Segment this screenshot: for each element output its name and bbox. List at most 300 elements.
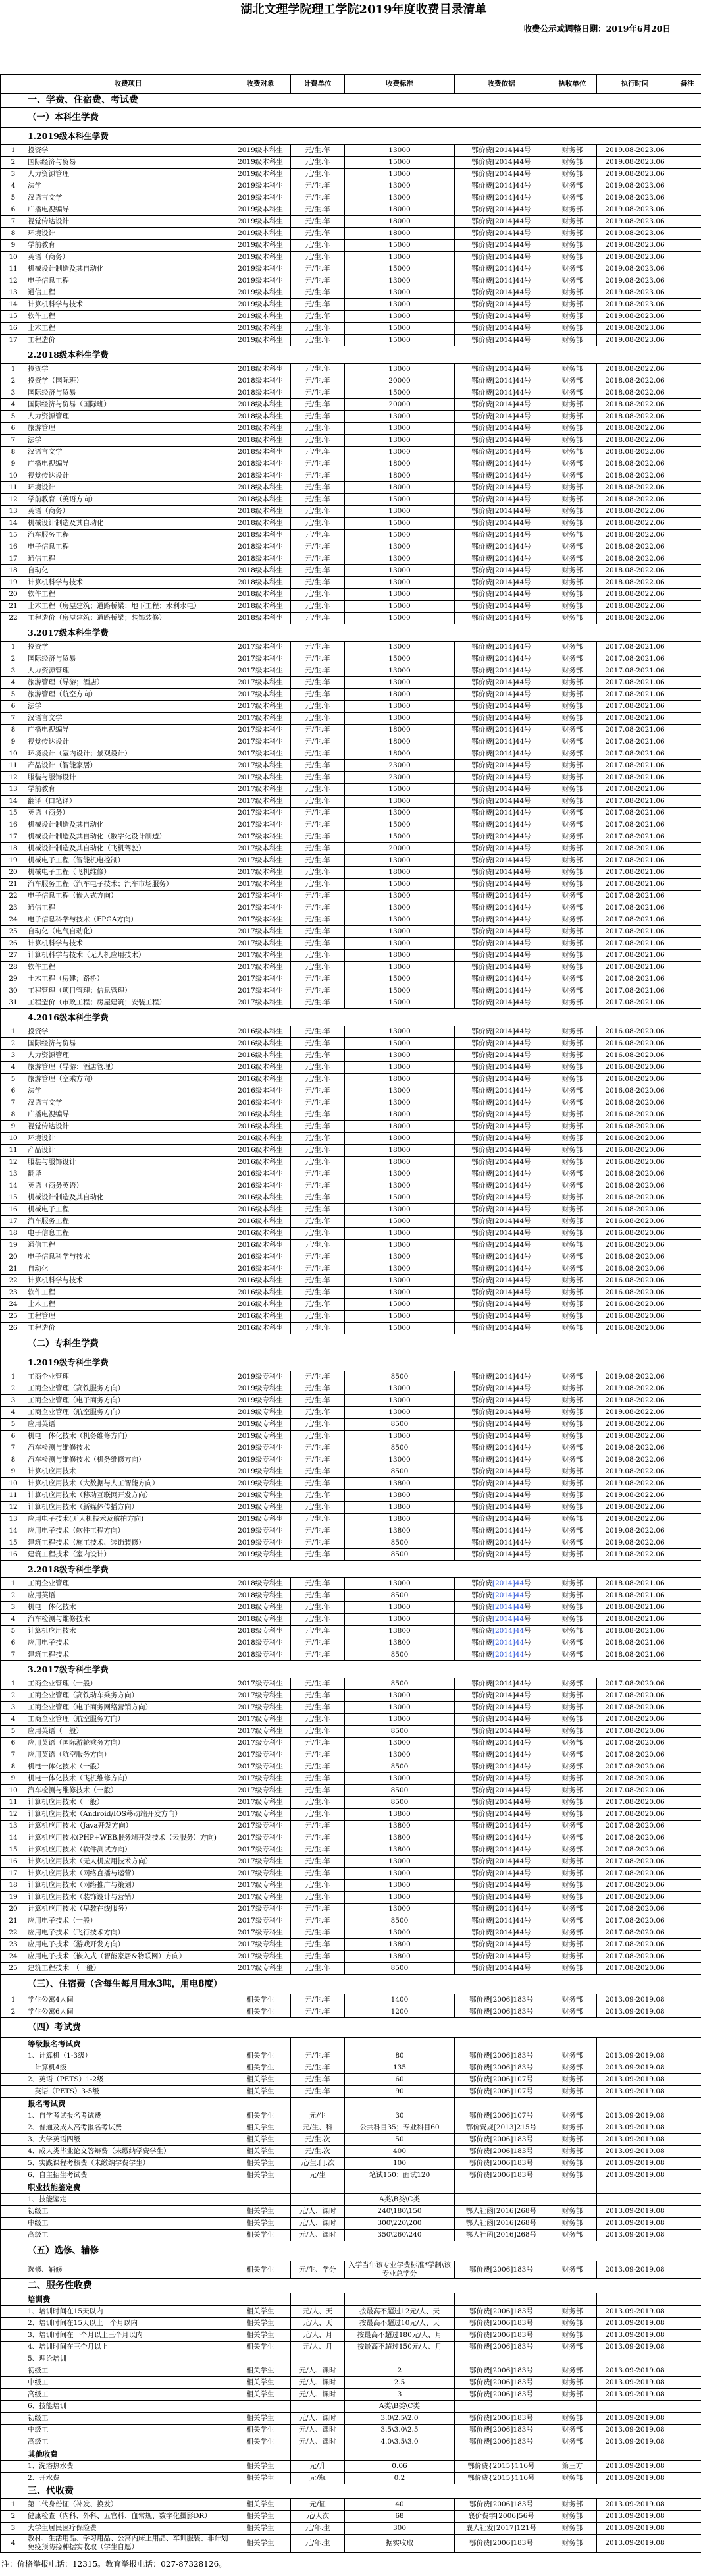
fee-unit: 元/生.年: [291, 891, 345, 902]
fee-basis: 鄂价费{2015}116号: [455, 2461, 548, 2473]
header-cell-0: 收费项目: [26, 75, 230, 94]
fee-dept: 财务部: [548, 1074, 597, 1085]
fee-item: 土木工程（房屋建筑；道路桥梁；地下工程；水利水电）: [26, 601, 230, 613]
fee-dept: 财务部: [548, 1785, 597, 1797]
fee-note: [673, 2461, 701, 2473]
fee-target: 相关学生: [230, 2062, 291, 2074]
fee-standard: 13000: [345, 169, 455, 180]
fee-standard: 13000: [345, 914, 455, 926]
fee-basis: 鄂价费[2014]44号: [455, 252, 548, 263]
row-number: 17: [1, 1216, 26, 1228]
fee-target: 2017级本科生: [230, 891, 291, 902]
fee-period: 2019.08-2022.06: [597, 1454, 673, 1466]
fee-target: 2017级专科生: [230, 1785, 291, 1797]
fee-unit: 元/生.年: [291, 760, 345, 772]
fee-dept: 财务部: [548, 287, 597, 299]
row-number: [1, 2389, 26, 2401]
fee-table: [0, 74, 701, 2553]
fee-note: [673, 2181, 701, 2194]
fee-note: [673, 1466, 701, 1478]
fee-target: 2016级本科生: [230, 1062, 291, 1074]
fee-dept: 财务部: [548, 1880, 597, 1892]
fee-note: [673, 2158, 701, 2170]
fee-period: 2017.08-2021.06: [597, 642, 673, 653]
row-number: 1: [1, 642, 26, 653]
fee-period: 2017.08-2020.06: [597, 1821, 673, 1832]
fee-target: 2018级专科生: [230, 1578, 291, 1590]
fee-dept: 财务部: [548, 855, 597, 867]
fee-standard: 13800: [345, 1939, 455, 1951]
fee-period: 2017.08-2021.06: [597, 796, 673, 808]
section-row: [1, 94, 701, 108]
fee-note: [673, 2365, 701, 2377]
fee-standard: 15000: [345, 1323, 455, 1334]
table-row: [1, 311, 701, 323]
row-number: 12: [1, 772, 26, 784]
fee-target: 2016级本科生: [230, 1074, 291, 1085]
fee-standard: 13000: [345, 411, 455, 423]
fee-period: 2018.08-2022.06: [597, 435, 673, 447]
fee-item: 应用电子技术（飞行技术方向）: [26, 1927, 230, 1939]
fee-unit: 元/生.年: [291, 1678, 345, 1690]
fee-unit: 元/生.年: [291, 192, 345, 204]
subsection-row: [1, 2038, 701, 2050]
fee-unit: 元/生.年: [291, 530, 345, 541]
row-number: 15: [1, 1844, 26, 1856]
fee-period: 2019.08-2022.06: [597, 1514, 673, 1525]
table-row: [1, 565, 701, 577]
fee-target: 2017级本科生: [230, 725, 291, 736]
fee-standard: 15000: [345, 613, 455, 624]
fee-target: [230, 2181, 291, 2194]
fee-note: [673, 1431, 701, 1442]
table-row: [1, 1939, 701, 1951]
row-number: 8: [1, 725, 26, 736]
fee-unit: 元/生.年: [291, 772, 345, 784]
fee-unit: 元/生.年: [291, 299, 345, 311]
table-row: [1, 589, 701, 601]
fee-item: 5、实践课程考核费（未缴纳学费学生）: [26, 2158, 230, 2170]
fee-target: 2017级专科生: [230, 1690, 291, 1702]
fee-period: 2017.08-2021.06: [597, 997, 673, 1009]
fee-unit: 元/生.年: [291, 613, 345, 624]
section-label: 3.2017级专科生学费: [26, 1661, 230, 1678]
row-number: 14: [1, 299, 26, 311]
row-number: 5: [1, 1626, 26, 1637]
sheet-top-area: [0, 0, 701, 74]
header-cell-1: 收费对象: [230, 75, 291, 94]
fee-dept: [548, 2353, 597, 2365]
table-row: [1, 2365, 701, 2377]
fee-unit: 元/人、课时: [291, 2436, 345, 2448]
fee-dept: 财务部: [548, 565, 597, 577]
fee-note: [673, 962, 701, 973]
fee-target: 2017级本科生: [230, 760, 291, 772]
fee-dept: [548, 2293, 597, 2306]
fee-dept: 财务部: [548, 204, 597, 216]
row-number: 17: [1, 335, 26, 346]
fee-item: 建筑工程技术 （一般）: [26, 1963, 230, 1975]
fee-basis: 鄂价费[2014]44号: [455, 926, 548, 938]
fee-basis: 鄂价费[2014]44号: [455, 1649, 548, 1661]
fee-basis: 鄂价费[2014]44号: [455, 1927, 548, 1939]
fee-dept: 财务部: [548, 1927, 597, 1939]
fee-basis: 鄂价费[2014]44号: [455, 470, 548, 482]
fee-dept: 财务部: [548, 447, 597, 458]
fee-note: [673, 2050, 701, 2062]
row-number: [1, 2018, 26, 2038]
fee-note: [673, 973, 701, 985]
fee-period: 2019.08-2022.06: [597, 1383, 673, 1395]
fee-basis: 鄂价费[2014]44号: [455, 541, 548, 553]
fee-standard: 13000: [345, 180, 455, 192]
fee-standard: 13000: [345, 1738, 455, 1749]
fee-note: [673, 1821, 701, 1832]
fee-item: 应用电子技术: [26, 1637, 230, 1649]
fee-target: 2017级本科生: [230, 677, 291, 689]
fee-standard: 13000: [345, 665, 455, 677]
row-number: [1, 2413, 26, 2425]
row-number: [1, 1009, 26, 1026]
top-corner-cell: [0, 57, 26, 74]
fee-item: 汉语言文学: [26, 1097, 230, 1109]
fee-basis: 鄂价费[2014]44号: [455, 855, 548, 867]
fee-note: [673, 1761, 701, 1773]
fee-target: 2017级专科生: [230, 1880, 291, 1892]
fee-target: 2016级本科生: [230, 1121, 291, 1133]
fee-note: [673, 1963, 701, 1975]
fee-basis: 鄂价费[2014]44号: [455, 1821, 548, 1832]
fee-target: 相关学生: [230, 2342, 291, 2353]
fee-note: [673, 2425, 701, 2436]
table-row: [1, 748, 701, 760]
row-number: 12: [1, 1157, 26, 1168]
fee-standard: 13000: [345, 1251, 455, 1263]
fee-basis: 鄂价费[2014]44号: [455, 997, 548, 1009]
table-row: [1, 1844, 701, 1856]
fee-unit: 元/生.年: [291, 784, 345, 796]
row-number: 7: [1, 435, 26, 447]
row-number: 23: [1, 1287, 26, 1299]
row-number: 11: [1, 760, 26, 772]
fee-unit: 元/年.生: [291, 2535, 345, 2552]
fee-dept: 财务部: [548, 1038, 597, 1050]
fee-standard: 90: [345, 2086, 455, 2098]
fee-basis: 鄂价费[2014]44号: [455, 375, 548, 387]
fee-period: 2019.08-2023.06: [597, 287, 673, 299]
fee-basis: 鄂价费[2014]44号: [455, 1263, 548, 1275]
fee-target: 2017级专科生: [230, 1761, 291, 1773]
fee-target: 相关学生: [230, 2230, 291, 2241]
fee-note: [673, 1419, 701, 1431]
row-number: 2: [1, 1383, 26, 1395]
fee-basis: 鄂价费[2014]44号: [455, 411, 548, 423]
row-number: 19: [1, 1240, 26, 1251]
row-number: 18: [1, 1228, 26, 1240]
fee-item: 通信工程: [26, 287, 230, 299]
fee-unit: 元/人、天: [291, 2318, 345, 2330]
fee-note: [673, 311, 701, 323]
fee-basis: 鄂价费[2014]44号: [455, 1502, 548, 1514]
fee-item: 旅游管理（导游；酒店）: [26, 677, 230, 689]
table-row: [1, 180, 701, 192]
fee-item: 计算机应用技术(PHP+WEB服务端开发技术（云服务）方向): [26, 1832, 230, 1844]
fee-note: [673, 1097, 701, 1109]
fee-unit: 元/生.年: [291, 1228, 345, 1240]
row-number: 6: [1, 701, 26, 713]
fee-item: 英语（商务）: [26, 808, 230, 819]
fee-dept: [548, 2448, 597, 2461]
fee-standard: 13000: [345, 553, 455, 565]
row-number: [1, 1354, 26, 1371]
section-row: [1, 1661, 701, 1678]
fee-standard: 13000: [345, 1431, 455, 1442]
fee-standard: 8500: [345, 1963, 455, 1975]
fee-unit: 元/生: [291, 2110, 345, 2122]
fee-period: 2019.08-2023.06: [597, 228, 673, 240]
row-number: 3: [1, 665, 26, 677]
table-row: [1, 2353, 701, 2365]
fee-period: 2013.09-2019.08: [597, 2006, 673, 2018]
fee-standard: 13000: [345, 962, 455, 973]
fee-basis: 鄂价费[2014]44号: [455, 1026, 548, 1038]
fee-basis: 鄂价费[2014]44号: [455, 1454, 548, 1466]
fee-standard: 18000: [345, 1157, 455, 1168]
fee-dept: 财务部: [548, 736, 597, 748]
fee-period: 2017.08-2021.06: [597, 867, 673, 879]
fee-note: [673, 1407, 701, 1419]
row-number: 24: [1, 1951, 26, 1963]
fee-unit: 元/生.年: [291, 601, 345, 613]
fee-basis: 鄂价费[2014]44号: [455, 1180, 548, 1192]
fee-standard: 2.5: [345, 2377, 455, 2389]
fee-period: 2013.09-2019.08: [597, 2261, 673, 2279]
fee-item: 计算机应用技术（Java开发方向）: [26, 1821, 230, 1832]
row-number: 3: [1, 1050, 26, 1062]
fee-basis: 鄂价费[2014]44号: [455, 613, 548, 624]
row-number: 5: [1, 1726, 26, 1738]
fee-unit: 元/生.年: [291, 914, 345, 926]
row-number: 25: [1, 1311, 26, 1323]
row-number: 10: [1, 252, 26, 263]
fee-dept: 财务部: [548, 252, 597, 263]
fee-dept: 财务部: [548, 1868, 597, 1880]
row-number: 11: [1, 1145, 26, 1157]
fee-item: 4、成人类毕业论文答辩费（未缴纳学费学生）: [26, 2146, 230, 2158]
fee-period: 2013.09-2019.08: [597, 2523, 673, 2535]
fee-target: 2016级本科生: [230, 1157, 291, 1168]
fee-item: 计算机应用技术（Android/IOS移动端开发方向）: [26, 1809, 230, 1821]
fee-dept: [548, 2194, 597, 2206]
fee-basis: 鄂价费[2014]44号: [455, 1204, 548, 1216]
row-number: 9: [1, 736, 26, 748]
fee-unit: 元/瓶: [291, 2473, 345, 2484]
fee-period: 2017.08-2020.06: [597, 1749, 673, 1761]
fee-target: 2018级本科生: [230, 435, 291, 447]
row-number: [1, 2436, 26, 2448]
fee-basis: 鄂价费[2014]44号: [455, 1311, 548, 1323]
fee-item: 投资学: [26, 145, 230, 157]
fee-standard: 18000: [345, 216, 455, 228]
fee-dept: 财务部: [548, 145, 597, 157]
fee-target: 2016级本科生: [230, 1050, 291, 1062]
section-row: [1, 2484, 701, 2499]
fee-standard: 18000: [345, 689, 455, 701]
fee-item: 应用电子技术（软件工程方向）: [26, 1525, 230, 1537]
table-row: [1, 784, 701, 796]
fee-unit: 元/生.年: [291, 506, 345, 518]
fee-basis: 鄂价费[2014]44号: [455, 204, 548, 216]
fee-period: 2017.08-2021.06: [597, 855, 673, 867]
fee-period: 2017.08-2020.06: [597, 1927, 673, 1939]
fee-dept: 财务部: [548, 1228, 597, 1240]
fee-target: 2016级本科生: [230, 1311, 291, 1323]
fee-target: 2017级专科生: [230, 1797, 291, 1809]
fee-target: 相关学生: [230, 2318, 291, 2330]
fee-unit: 元/生.年: [291, 808, 345, 819]
fee-basis: 鄂价费[2014]44号: [455, 1844, 548, 1856]
fee-dept: 财务部: [548, 689, 597, 701]
fee-note: [673, 1121, 701, 1133]
fee-dept: 财务部: [548, 2365, 597, 2377]
fee-basis: 鄂价费[2014]44号: [455, 157, 548, 169]
fee-target: 2018级专科生: [230, 1637, 291, 1649]
fee-note: [673, 1168, 701, 1180]
fee-basis: 鄂价费[2014]44号: [455, 335, 548, 346]
fee-basis: 鄂价费[2014]44号: [455, 1749, 548, 1761]
fee-note: [673, 867, 701, 879]
fee-unit: 元/生.年: [291, 1454, 345, 1466]
fee-basis: 鄂价费[2014]44号: [455, 1892, 548, 1904]
fee-target: 2017级专科生: [230, 1702, 291, 1714]
fee-note: [673, 216, 701, 228]
fee-standard: 13000: [345, 1880, 455, 1892]
table-row: [1, 1614, 701, 1626]
table-row: [1, 1251, 701, 1263]
fee-dept: 财务部: [548, 2074, 597, 2086]
fee-unit: 元/生.年: [291, 902, 345, 914]
row-number: 22: [1, 613, 26, 624]
section-rest: [230, 624, 701, 642]
fee-basis: 鄂价费[2014]44号: [455, 1614, 548, 1626]
fee-standard: 3: [345, 2389, 455, 2401]
fee-item: 汽车服务工程: [26, 1216, 230, 1228]
table-row: [1, 423, 701, 435]
section-label: 一、学费、住宿费、考试费: [26, 94, 701, 108]
fee-unit: 元/生.年: [291, 677, 345, 689]
section-rest: [230, 1975, 701, 1994]
fee-dept: 财务部: [548, 275, 597, 287]
fee-target: 2017级本科生: [230, 867, 291, 879]
fee-standard: 13000: [345, 541, 455, 553]
fee-period: 2017.08-2021.06: [597, 784, 673, 796]
fee-item: 产品设计（智能家居）: [26, 760, 230, 772]
fee-unit: 元/生.年: [291, 1614, 345, 1626]
fee-target: 2017级专科生: [230, 1726, 291, 1738]
fee-period: 2017.08-2021.06: [597, 879, 673, 891]
fee-dept: 财务部: [548, 808, 597, 819]
fee-dept: 财务部: [548, 997, 597, 1009]
fee-dept: 财务部: [548, 364, 597, 375]
fee-dept: 财务部: [548, 423, 597, 435]
fee-note: [673, 1726, 701, 1738]
fee-item: 人力资源管理: [26, 411, 230, 423]
fee-dept: 财务部: [548, 1121, 597, 1133]
fee-note: [673, 1263, 701, 1275]
fee-target: 相关学生: [230, 2146, 291, 2158]
table-row: [1, 902, 701, 914]
fee-note: [673, 1702, 701, 1714]
fee-note: [673, 1074, 701, 1085]
fee-item: 汉语言文学: [26, 447, 230, 458]
fee-unit: 元/生.年: [291, 1109, 345, 1121]
table-row: [1, 1133, 701, 1145]
fee-period: 2017.08-2021.06: [597, 973, 673, 985]
fee-standard: 2: [345, 2365, 455, 2377]
fee-note: [673, 228, 701, 240]
fee-dept: 财务部: [548, 2050, 597, 2062]
fee-dept: 财务部: [548, 375, 597, 387]
fee-standard: 据实收取: [345, 2535, 455, 2552]
fee-item: 旅游管理（航空方向）: [26, 689, 230, 701]
fee-unit: 元/生.年: [291, 926, 345, 938]
row-number: [1, 2473, 26, 2484]
fee-item: 汉语言文学: [26, 713, 230, 725]
fee-dept: 财务部: [548, 713, 597, 725]
fee-item: 广播电视编导: [26, 204, 230, 216]
fee-basis: 鄂价费[2014]44号: [455, 1714, 548, 1726]
fee-note: [673, 2170, 701, 2181]
fee-note: [673, 796, 701, 808]
fee-unit: 元/生.年: [291, 180, 345, 192]
fee-standard: 18000: [345, 1133, 455, 1145]
fee-item: 机械设计制造及其自动化: [26, 263, 230, 275]
fee-note: [673, 1904, 701, 1915]
fee-unit: 元/生.年: [291, 387, 345, 399]
fee-standard: 8500: [345, 1785, 455, 1797]
fee-period: 2013.09-2019.08: [597, 2318, 673, 2330]
fee-dept: 财务部: [548, 891, 597, 902]
row-number: 23: [1, 1939, 26, 1951]
fee-note: [673, 1525, 701, 1537]
fee-basis: 鄂价费[2014]44号: [455, 808, 548, 819]
fee-target: 2016级本科生: [230, 1133, 291, 1145]
fee-period: 2017.08-2020.06: [597, 1963, 673, 1975]
fee-standard: 15000: [345, 1038, 455, 1050]
fee-unit: 元/生.年: [291, 1797, 345, 1809]
fee-standard: 15000: [345, 530, 455, 541]
subsection-row: [1, 2293, 701, 2306]
fee-standard: 15000: [345, 323, 455, 335]
fee-standard: 8500: [345, 1590, 455, 1602]
fee-dept: 财务部: [548, 1939, 597, 1951]
row-number: 15: [1, 530, 26, 541]
fee-dept: 财务部: [548, 962, 597, 973]
fee-dept: 财务部: [548, 1514, 597, 1525]
table-row: [1, 1749, 701, 1761]
row-number: 8: [1, 1454, 26, 1466]
fee-item: 汽车检测与维修技术（机务维修方向）: [26, 1454, 230, 1466]
fee-target: 2017级专科生: [230, 1904, 291, 1915]
fee-note: [673, 2194, 701, 2206]
fee-unit: 元/生.年: [291, 1121, 345, 1133]
fee-target: 2019级专科生: [230, 1478, 291, 1490]
fee-standard: 13000: [345, 435, 455, 447]
row-number: 18: [1, 565, 26, 577]
fee-dept: 财务部: [548, 973, 597, 985]
fee-period: 2019.08-2022.06: [597, 1407, 673, 1419]
fee-target: 2019级专科生: [230, 1419, 291, 1431]
